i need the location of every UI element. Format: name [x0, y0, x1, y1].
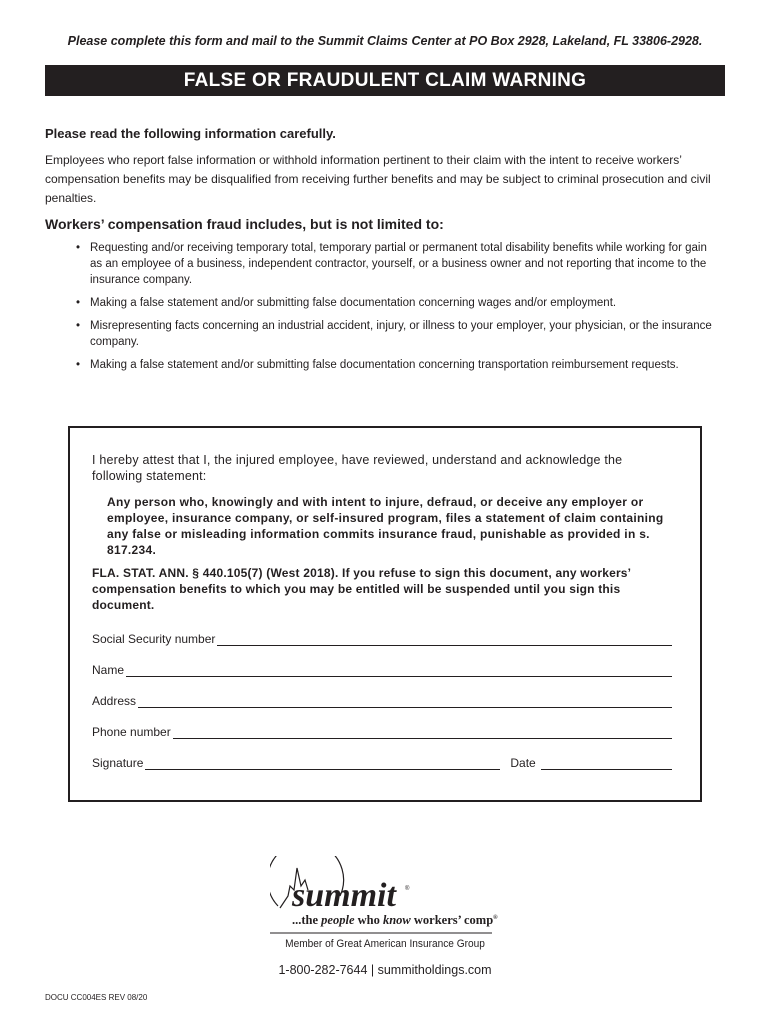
phone-field[interactable]	[92, 725, 672, 739]
name-input-line[interactable]	[126, 665, 672, 677]
attestation-box	[68, 426, 702, 802]
phone-label: Phone number	[92, 725, 171, 739]
signature-label: Signature	[92, 756, 144, 770]
contact-info: 1-800-282-7644 | summitholdings.com	[278, 963, 492, 977]
signature-input-line[interactable]	[145, 758, 500, 770]
read-heading: Please read the following information carefully.	[45, 126, 336, 141]
fraud-list	[72, 240, 712, 380]
list-item: • Making a false statement and/or submitting false documentation concerning wages and/or employment.	[72, 295, 712, 311]
ssn-label: Social Security number	[92, 632, 216, 646]
list-item: • Making a false statement and/or submitting false documentation concerning transportation reimbursement requests.	[72, 357, 712, 373]
summit-logo	[270, 856, 500, 936]
member-statement: Member of Great American Insurance Group	[285, 938, 485, 950]
mailing-instructions: Please complete this form and mail to the Summit Claims Center at PO Box 2928, Lakeland, FL 33806-2928.	[67, 34, 703, 48]
phone-input-line[interactable]	[173, 727, 672, 739]
ssn-input-line[interactable]	[217, 634, 672, 646]
svg-text:summit: summit	[292, 877, 396, 914]
date-label: Date	[510, 756, 536, 770]
list-item: • Misrepresenting facts concerning an industrial accident, injury, or illness to your employer, your physician, or the insurance company.	[72, 318, 712, 350]
name-field[interactable]	[92, 663, 672, 677]
warning-banner: FALSE OR FRAUDULENT CLAIM WARNING	[45, 65, 725, 96]
statute-text: Any person who, knowingly and with intent to injure, defraud, or deceive any employer or employee, insurance company, or self-insured program, files a statement of claim containing any false or misleading information commits insurance fraud, punishable as provided in s. 817.234.	[107, 495, 664, 557]
svg-text:®: ®	[405, 886, 410, 892]
ssn-field[interactable]	[92, 632, 672, 646]
svg-text:...the people who know workers: ...the people who know workers’ comp®	[292, 913, 498, 927]
fla-statute-text: FLA. STAT. ANN. § 440.105(7) (West 2018). If you refuse to sign this document, any workers’ compensation benefits to which you may be entitled will be suspended until you sign this document.	[92, 566, 631, 612]
document-code: DOCU CC004ES REV 08/20	[45, 993, 148, 1002]
intro-paragraph: Employees who report false information or withhold information pertinent to their claim with the intent to receive workers’ compensation benefits may be disqualified from receiving further benefits and may be subject to criminal prosecution and civil penalties.	[45, 153, 711, 205]
date-input-line[interactable]	[541, 758, 672, 770]
address-input-line[interactable]	[138, 696, 672, 708]
address-label: Address	[92, 694, 137, 708]
signature-date-row[interactable]	[92, 756, 672, 770]
address-field[interactable]	[92, 694, 672, 708]
attestation-intro: I hereby attest that I, the injured employee, have reviewed, understand and acknowledge the following statement:	[92, 453, 623, 483]
list-item: • Requesting and/or receiving temporary total, temporary partial or permanent total disability benefits while working for gain as an employee of a business, independent contractor, yourself, or a business owner and not reporting that income to the insurance company.	[72, 240, 712, 288]
name-label: Name	[92, 663, 125, 677]
fraud-heading: Workers’ compensation fraud includes, but is not limited to:	[45, 216, 444, 232]
